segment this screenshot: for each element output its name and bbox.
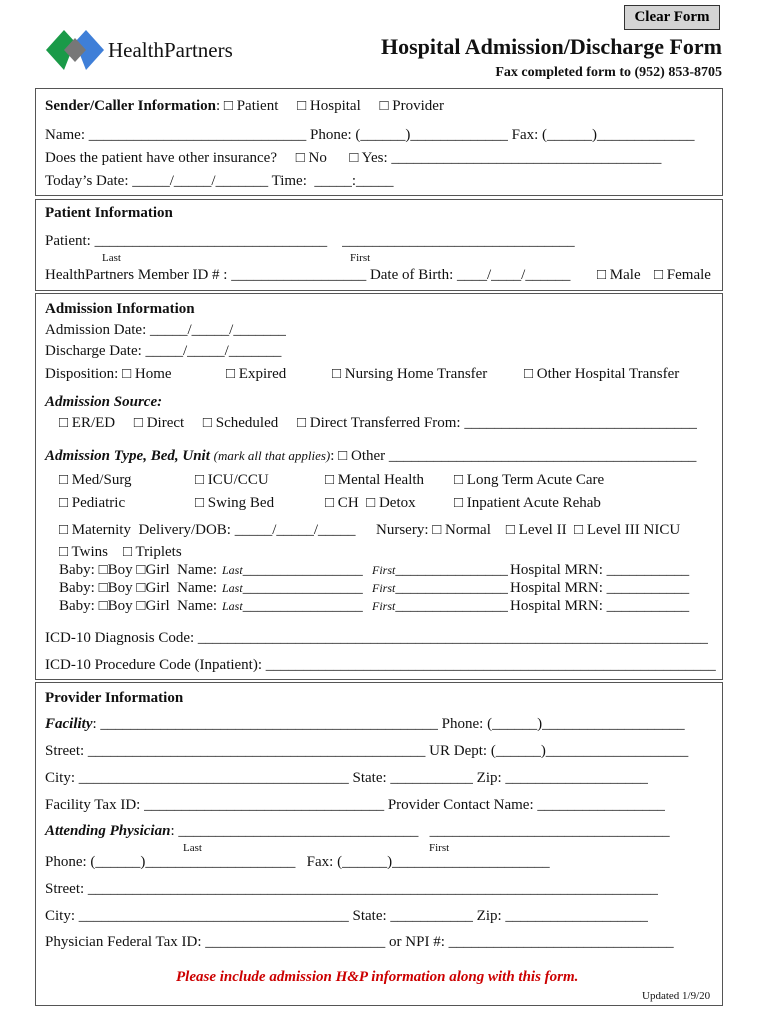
inpatient-rehab-checkbox[interactable]: □ Inpatient Acute Rehab <box>454 495 601 511</box>
first-caption: First <box>372 563 396 577</box>
admission-type-label: Admission Type, Bed, Unit <box>45 448 210 464</box>
first-caption: First <box>429 842 450 854</box>
patient-label: Patient Information <box>45 205 173 221</box>
icu-ccu-checkbox[interactable]: □ ICU/CCU <box>195 472 269 488</box>
facility-phone-field[interactable]: : _____________________________________________ Phone: (______)___________________ <box>92 716 685 732</box>
last-caption: Last <box>222 599 243 613</box>
admission-type-note: (mark all that applies) <box>213 448 331 463</box>
first-caption: First <box>350 252 371 264</box>
baby-first-field[interactable]: _______________ <box>395 598 508 614</box>
disposition-nursing-home[interactable]: □ Nursing Home Transfer <box>332 366 488 382</box>
nursery-options[interactable]: Nursery: □ Normal □ Level II □ Level III NICU <box>376 522 681 538</box>
mental-health-checkbox[interactable]: □ Mental Health <box>325 472 425 488</box>
icd10-diagnosis-field[interactable]: ICD-10 Diagnosis Code: ____________________________________________________________________ <box>45 630 708 646</box>
icd10-procedure-field[interactable]: ICD-10 Procedure Code (Inpatient): ____________________________________________________________ <box>45 657 716 673</box>
provider-label: Provider Information <box>45 690 184 706</box>
admission-label: Admission Information <box>45 301 195 317</box>
attending-label: Attending Physician <box>45 823 171 839</box>
sender-type-checkboxes[interactable]: : □ Patient □ Hospital □ Provider <box>215 98 444 114</box>
admission-source-options[interactable]: □ ER/ED □ Direct □ Scheduled □ Direct Transferred From: _______________________________ <box>59 415 697 431</box>
patient-name[interactable]: Patient: _______________________________ _______________________________ <box>45 233 575 249</box>
disposition-other-hospital[interactable]: □ Other Hospital Transfer <box>524 366 680 382</box>
other-type-field[interactable]: : □ Other _________________________________________ <box>330 448 697 464</box>
baby-last-field[interactable]: ________________ <box>242 562 363 578</box>
discharge-date[interactable]: Discharge Date: _____/_____/_______ <box>45 343 282 359</box>
baby-mrn-field[interactable]: Hospital MRN: ___________ <box>510 562 690 578</box>
baby-label: Baby: □Boy □Girl Name: <box>59 598 218 614</box>
physician-city-state-zip[interactable]: City: ____________________________________ State: ___________ Zip: ___________________ <box>45 908 648 924</box>
last-caption: Last <box>183 842 202 854</box>
updated-date: Updated 1/9/20 <box>642 990 711 1002</box>
ltac-checkbox[interactable]: □ Long Term Acute Care <box>454 472 605 488</box>
last-caption: Last <box>222 563 243 577</box>
admission-type-row <box>45 447 696 465</box>
male-checkbox[interactable]: □ Male <box>597 267 641 283</box>
facility-label: Facility <box>45 716 93 732</box>
disposition-home[interactable]: Disposition: □ Home <box>45 366 172 382</box>
attending-name-field[interactable]: : ________________________________ ________________________________ <box>170 823 670 839</box>
swing-bed-checkbox[interactable]: □ Swing Bed <box>195 495 275 511</box>
todays-date-time[interactable]: Today’s Date: _____/_____/_______ Time: _____:_____ <box>45 173 394 189</box>
sender-name-phone-fax[interactable]: Name: _____________________________ Phone: (______)_____________ Fax: (______)_____________ <box>45 127 695 143</box>
other-insurance[interactable]: Does the patient have other insurance? □ No □ Yes: ____________________________________ <box>45 150 662 166</box>
sender-label: Sender/Caller Information <box>45 98 216 114</box>
physician-street-field[interactable]: Street: ____________________________________________________________________________ <box>45 881 658 897</box>
baby-label: Baby: □Boy □Girl Name: <box>59 562 218 578</box>
baby-label: Baby: □Boy □Girl Name: <box>59 580 218 596</box>
maternity-delivery-dob[interactable]: □ Maternity Delivery/DOB: _____/_____/_____ <box>59 522 356 538</box>
female-checkbox[interactable]: □ Female <box>654 267 711 283</box>
healthpartners-logo <box>44 28 264 72</box>
baby-first-field[interactable]: _______________ <box>395 562 508 578</box>
logo-diamonds-icon <box>44 28 106 72</box>
federal-tax-npi-field[interactable]: Physician Federal Tax ID: ________________________ or NPI #: ______________________________ <box>45 934 674 950</box>
baby-last-field[interactable]: ________________ <box>242 598 363 614</box>
facility-tax-contact-field[interactable]: Facility Tax ID: ________________________________ Provider Contact Name: _________________ <box>45 797 665 813</box>
first-caption: First <box>372 581 396 595</box>
baby-mrn-field[interactable]: Hospital MRN: ___________ <box>510 598 690 614</box>
clear-form-button[interactable]: Clear Form <box>624 5 720 30</box>
disposition-expired[interactable]: □ Expired <box>226 366 287 382</box>
baby-last-field[interactable]: ________________ <box>242 580 363 596</box>
fax-instruction: Fax completed form to (952) 853-8705 <box>495 65 722 80</box>
attending-row[interactable] <box>45 822 670 840</box>
hp-instruction-note: Please include admission H&P information along with this form. <box>176 969 579 985</box>
ch-detox-checkboxes[interactable]: □ CH □ Detox <box>325 495 416 511</box>
pediatric-checkbox[interactable]: □ Pediatric <box>59 495 126 511</box>
city-state-zip-field[interactable]: City: ____________________________________ State: ___________ Zip: ___________________ <box>45 770 648 786</box>
admission-source-label: Admission Source: <box>45 394 163 410</box>
facility-row[interactable] <box>45 715 685 733</box>
physician-phone-fax[interactable]: Phone: (______)____________________ Fax: (______)_____________________ <box>45 854 550 870</box>
med-surg-checkbox[interactable]: □ Med/Surg <box>59 472 132 488</box>
logo-text: HealthPartners <box>108 38 233 62</box>
baby-first-field[interactable]: _______________ <box>395 580 508 596</box>
admission-date[interactable]: Admission Date: _____/_____/_______ <box>45 322 286 338</box>
last-caption: Last <box>102 252 121 264</box>
baby-mrn-field[interactable]: Hospital MRN: ___________ <box>510 580 690 596</box>
sender-row <box>45 97 444 115</box>
member-id-dob[interactable]: HealthPartners Member ID # : __________________ Date of Birth: ____/____/______ <box>45 267 571 283</box>
last-caption: Last <box>222 581 243 595</box>
page-title: Hospital Admission/Discharge Form <box>380 34 722 59</box>
first-caption: First <box>372 599 396 613</box>
street-urdept-field[interactable]: Street: _____________________________________________ UR Dept: (______)___________________ <box>45 743 689 759</box>
twins-triplets[interactable]: □ Twins □ Triplets <box>59 544 182 560</box>
